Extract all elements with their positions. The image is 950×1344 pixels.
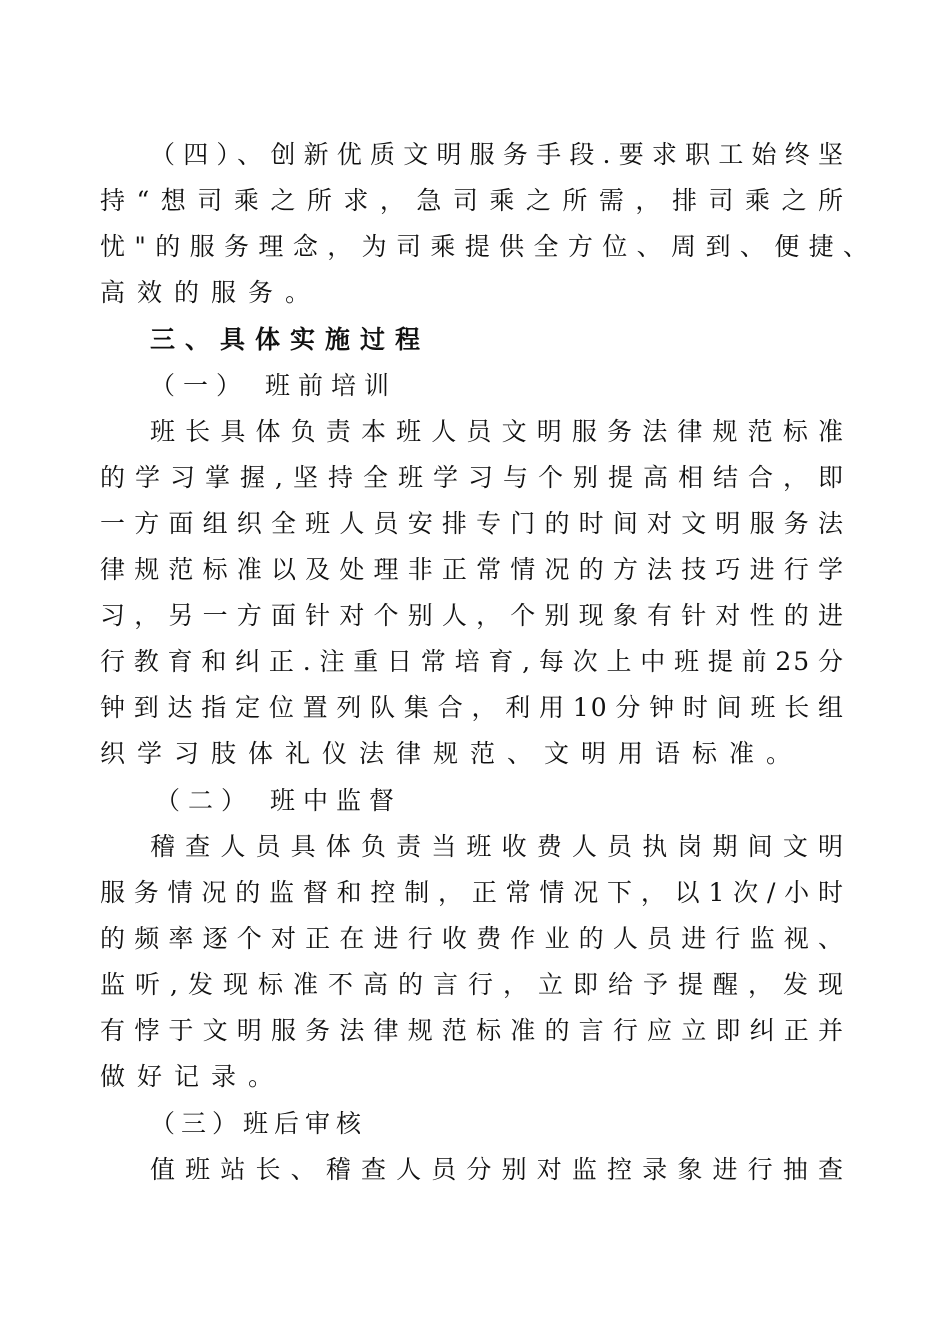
section-heading: 三、具体实施过程: [150, 325, 431, 354]
paragraph-line: 稽查人员具体负责当班收费人员执岗期间文明: [150, 832, 845, 861]
paragraph-line: 织学习肢体礼仪法律规范、文明用语标准。: [100, 739, 804, 768]
paragraph-line: 持“想司乘之所求，急司乘之所需，排司乘之所: [100, 186, 845, 215]
subsection-heading: （一） 班前培训: [150, 371, 397, 400]
subsection-heading: （二） 班中监督: [155, 786, 402, 815]
paragraph-line: 的频率逐个对正在进行收费作业的人员进行监视、: [100, 924, 845, 953]
paragraph-line: 班长具体负责本班人员文明服务法律规范标准: [150, 417, 845, 446]
paragraph-line: 行教育和纠正.注重日常培育,每次上中班提前25分: [100, 647, 845, 676]
paragraph-line: 的学习掌握,坚持全班学习与个别提高相结合，即: [100, 463, 845, 492]
paragraph-line: 监听,发现标准不高的言行，立即给予提醒，发现: [100, 970, 845, 999]
paragraph-line: 有悖于文明服务法律规范标准的言行应立即纠正并: [100, 1016, 845, 1045]
paragraph-line: 做好记录。: [100, 1062, 286, 1091]
paragraph-line: 服务情况的监督和控制，正常情况下，以1次/小时: [100, 878, 845, 907]
paragraph-line: 高效的服务。: [100, 278, 323, 307]
subsection-heading: （三）班后审核: [150, 1109, 368, 1138]
paragraph-line: 忧"的服务理念，为司乘提供全方位、周到、便捷、: [100, 232, 870, 261]
paragraph-line: 律规范标准以及处理非正常情况的方法技巧进行学: [100, 555, 845, 584]
paragraph-line: 一方面组织全班人员安排专门的时间对文明服务法: [100, 509, 845, 538]
paragraph-line: （四）、创新优质文明服务手段.要求职工始终坚: [150, 140, 845, 169]
paragraph-line: 钟到达指定位置列队集合，利用10分钟时间班长组: [100, 693, 845, 722]
paragraph-line: 习，另一方面针对个别人，个别现象有针对性的进: [100, 601, 845, 630]
paragraph-line: 值班站长、稽查人员分别对监控录象进行抽查: [150, 1155, 845, 1184]
